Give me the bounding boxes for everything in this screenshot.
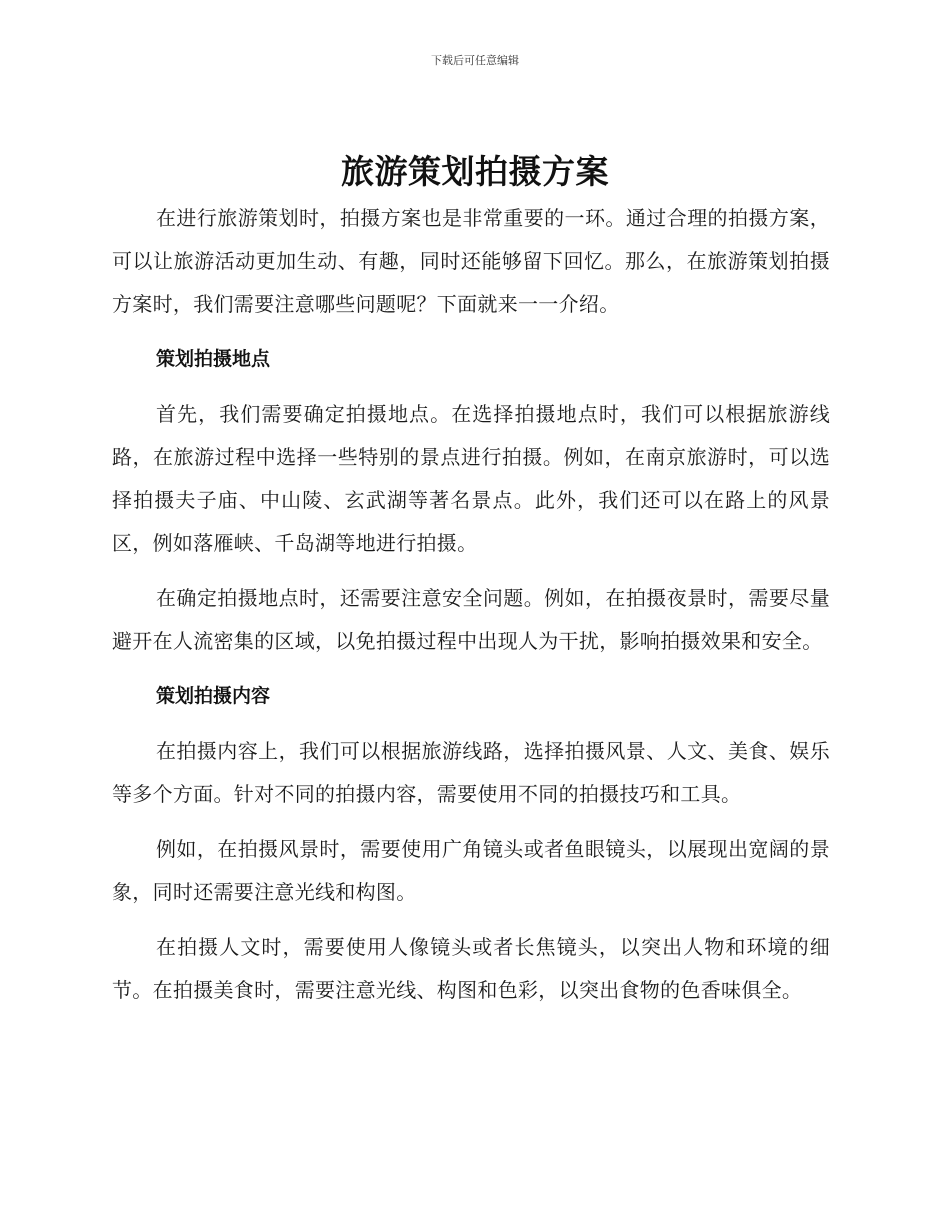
document-body [112, 197, 830, 1024]
paragraph: 在确定拍摄地点时，还需要注意安全问题。例如，在拍摄夜景时，需要尽量避开在人流密集的区域，以免拍摄过程中出现人为干扰，影响拍摄效果和安全。 [112, 586, 830, 653]
document-title: 旅游策划拍摄方案 [341, 152, 609, 191]
section-heading-content: 策划拍摄内容 [156, 685, 271, 707]
intro-paragraph: 在进行旅游策划时，拍摄方案也是非常重要的一环。通过合理的拍摄方案，可以让旅游活动更加生动、有趣，同时还能够留下回忆。那么，在旅游策划拍摄方案时，我们需要注意哪些问题呢？下面就来一一介绍。 [112, 206, 830, 316]
header-note: 下载后可任意编辑 [431, 54, 519, 67]
paragraph: 在拍摄人文时，需要使用人像镜头或者长焦镜头，以突出人物和环境的细节。在拍摄美食时，需要注意光线、构图和色彩，以突出食物的色香味俱全。 [112, 935, 830, 1002]
paragraph: 首先，我们需要确定拍摄地点。在选择拍摄地点时，我们可以根据旅游线路，在旅游过程中选择一些特别的景点进行拍摄。例如，在南京旅游时，可以选择拍摄夫子庙、中山陵、玄武湖等著名景点。此外，我们还可以在路上的风景区，例如落雁峡、千岛湖等地进行拍摄。 [112, 402, 830, 555]
paragraph: 在拍摄内容上，我们可以根据旅游线路，选择拍摄风景、人文、美食、娱乐等多个方面。针对不同的拍摄内容，需要使用不同的拍摄技巧和工具。 [112, 739, 830, 806]
paragraph: 例如，在拍摄风景时，需要使用广角镜头或者鱼眼镜头，以展现出宽阔的景象，同时还需要注意光线和构图。 [112, 837, 830, 904]
section-heading-location: 策划拍摄地点 [156, 348, 271, 370]
